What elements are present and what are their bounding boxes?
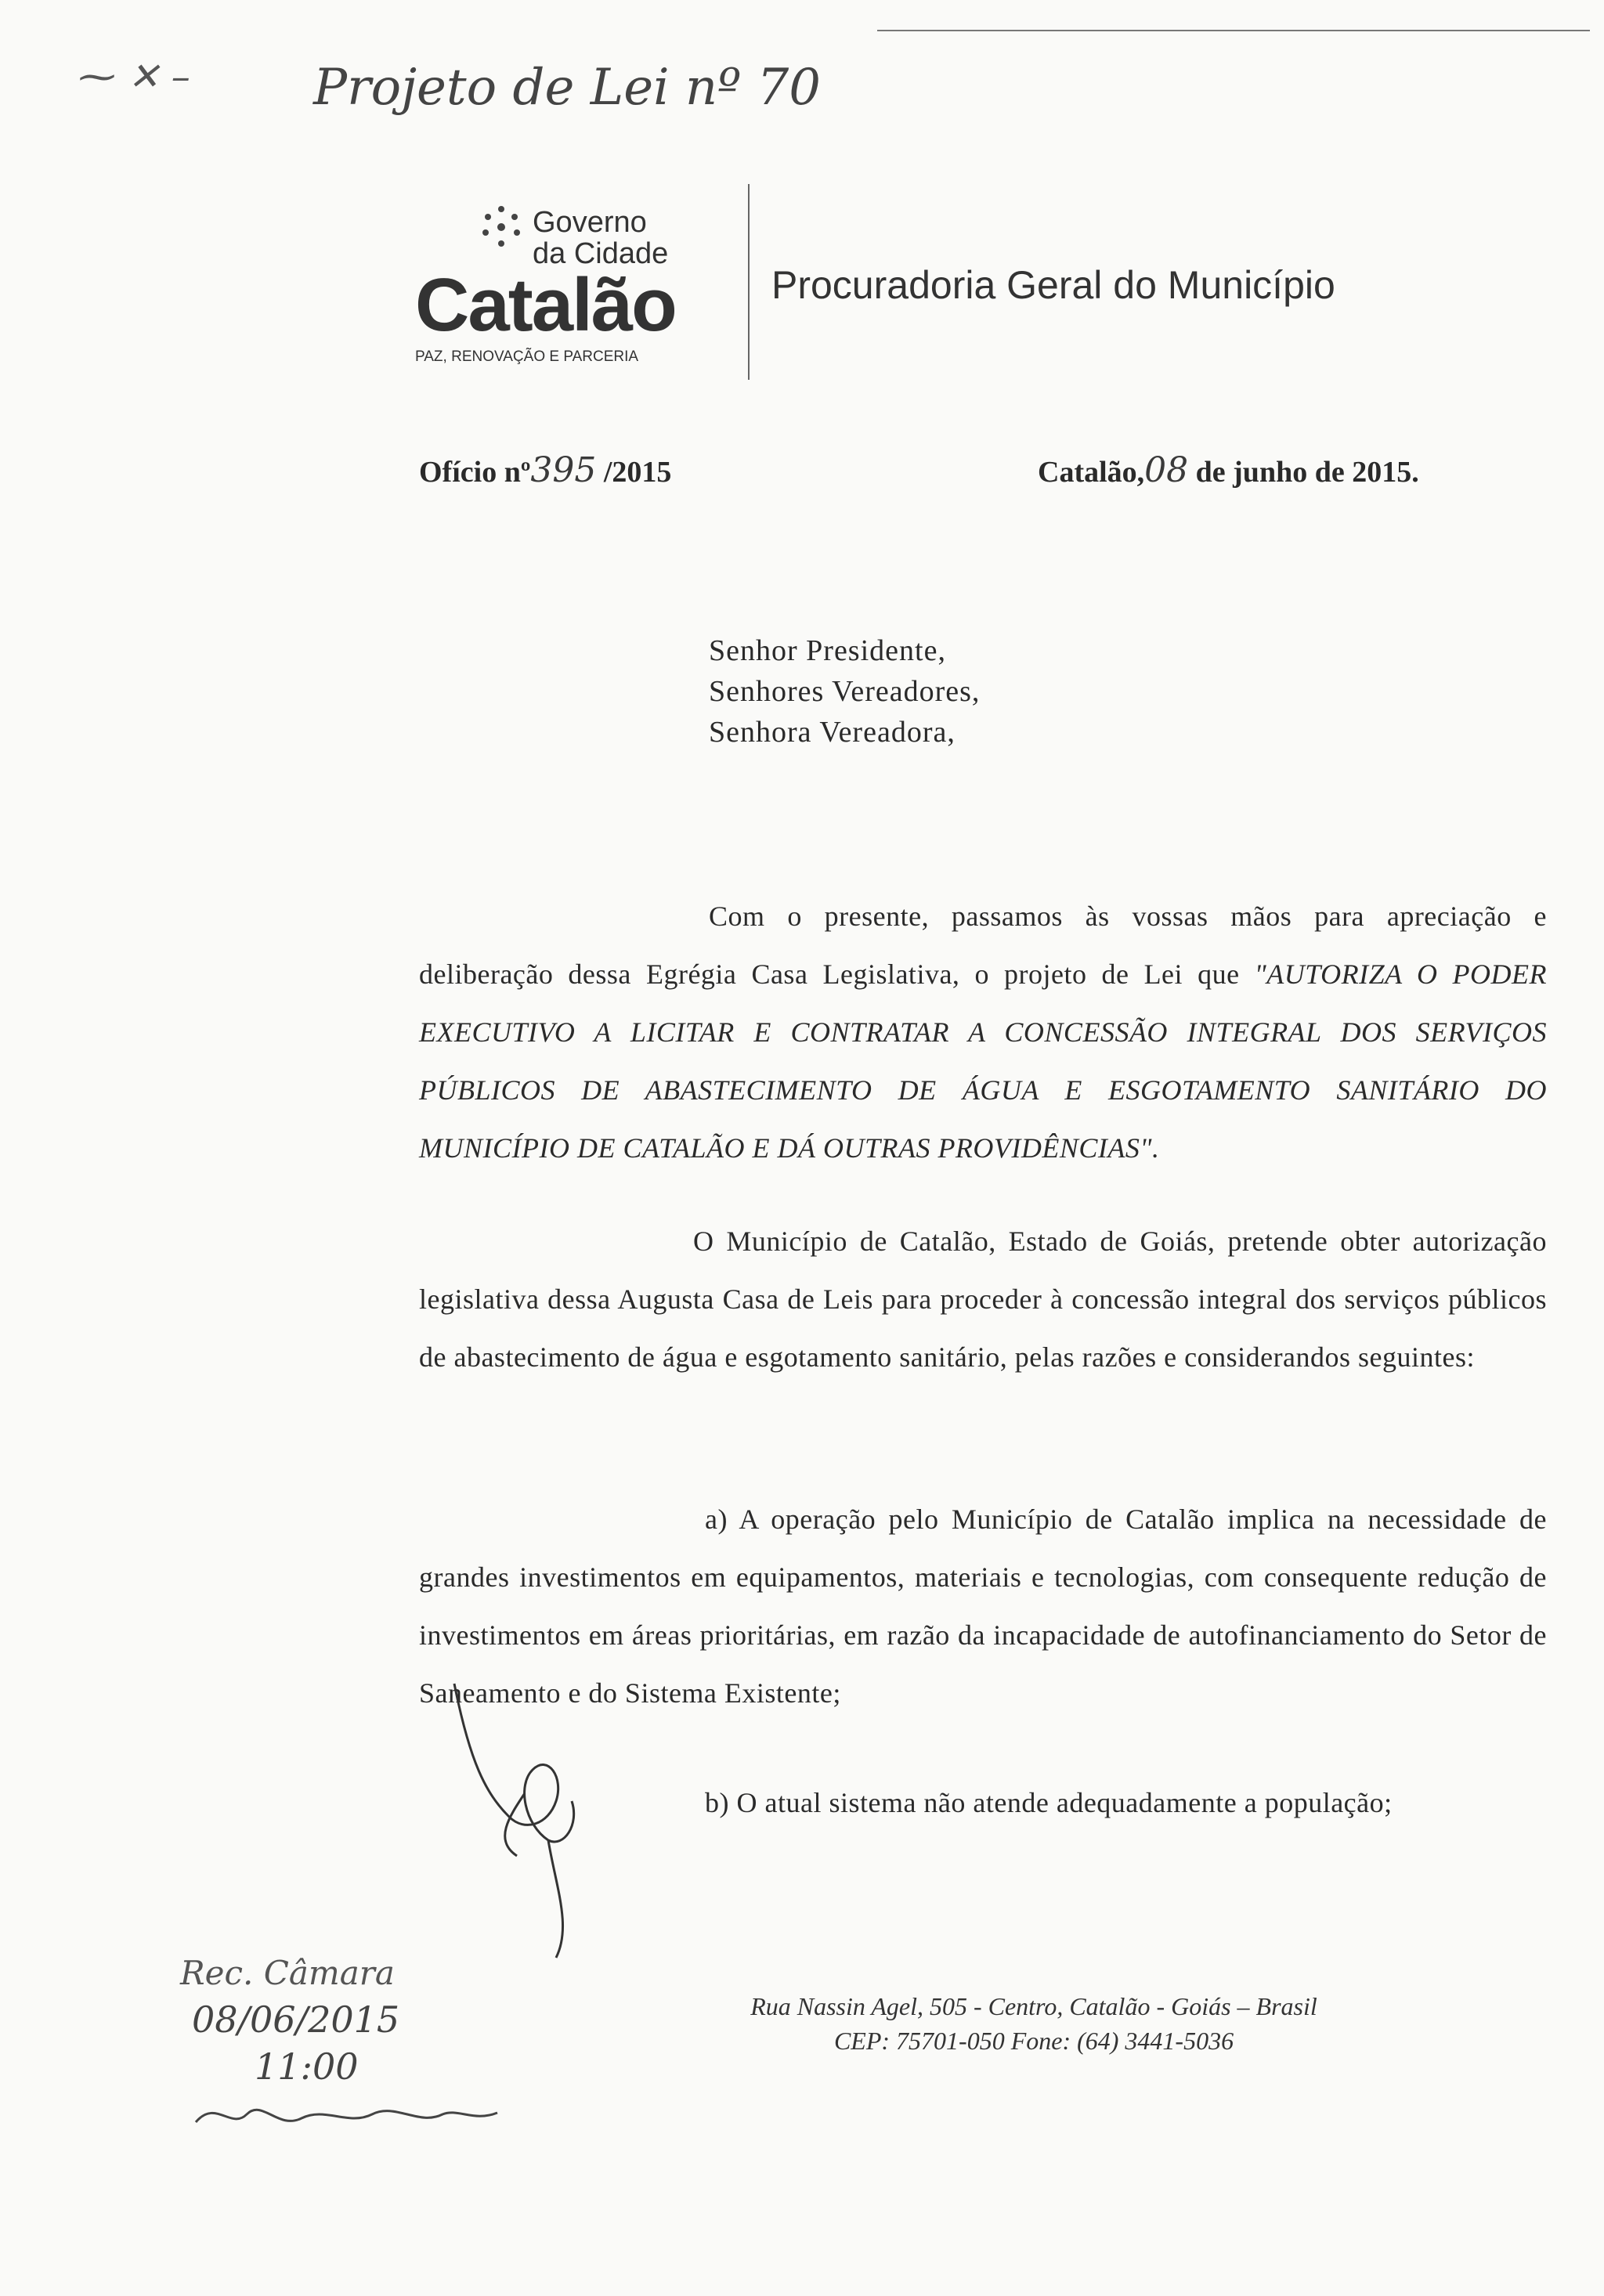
law-title-quote: "AUTORIZA O PODER EXECUTIVO A LICITAR E CONTRATAR A CONCESSÃO INTEGRAL DOS SERVIÇOS PÚBLICOS DE ABASTECIMENTO DE ÁGUA E ESGOTAMENTO SANITÁRIO DO MUNICÍPIO DE CATALÃO E DÁ OUTRAS PROVIDÊNCIAS". [419, 958, 1548, 1164]
header-title: Procuradoria Geral do Município [771, 263, 1335, 307]
receipt-scribble: Rec. Câmara [180, 1954, 395, 1992]
oficio-suffix: /2015 [596, 456, 672, 489]
logo-slogan: PAZ, RENOVAÇÃO E PARCERIA [415, 348, 639, 365]
signature [439, 1668, 611, 1966]
logo-line-governo: Governo [533, 206, 647, 239]
logo-catalao: Catalão [415, 263, 676, 347]
logo-line-da-cidade: da Cidade [533, 237, 669, 270]
salutation-line: Senhora Vereadora, [709, 716, 956, 749]
receipt-date: 08/06/2015 [192, 1998, 400, 2041]
salutation-line: Senhores Vereadores, [709, 675, 981, 708]
paragraph-municipio-text: O Município de Catalão, Estado de Goiás, pretende obter autorização legislativa dessa Augusta Casa de Leis para proceder à concessão integral dos serviços públicos de abastecimento de água e esgotamento sanitário, pelas razões e considerandos seguintes: [419, 1226, 1547, 1373]
footer-line-address: Rua Nassin Agel, 505 - Centro, Catalão - Goiás – Brasil [750, 1992, 1317, 2020]
footer-line-contact: CEP: 75701-050 Fone: (64) 3441-5036 [833, 2027, 1234, 2055]
star-emblem-icon [474, 200, 529, 255]
oficio-number [419, 450, 671, 490]
receipt-time: 11:00 [255, 2045, 359, 2088]
paragraph-intro [419, 887, 1547, 1177]
footer-address [674, 1989, 1394, 2058]
salutation-line: Senhor Presidente, [709, 634, 946, 667]
oficio-handwritten-number: 395 [530, 450, 597, 490]
handwritten-annotation: Projeto de Lei nº 70 [313, 59, 821, 117]
oficio-prefix: Ofício nº [419, 456, 531, 489]
catalao-logo [368, 200, 681, 380]
handwritten-scribble: ⁓ ✕ – [78, 55, 190, 99]
item-a-text: a) A operação pelo Município de Catalão implica na necessidade de grandes investimentos em equipamentos, materiais e tecnologias, com consequente redução de investimentos em áreas prioritárias, em razão da incapacidade de autofinanciamento do Setor de Saneamento e do Sistema Existente; [419, 1504, 1547, 1709]
document-date [1038, 450, 1419, 490]
header-divider [748, 184, 750, 380]
paragraph-intro-text: Com o presente, passamos às vossas mãos para apreciação e deliberação dessa Egrégia Casa Legislativa, o projeto de Lei que [419, 901, 1547, 990]
date-prefix: Catalão, [1038, 456, 1145, 489]
date-handwritten-day: 08 [1144, 450, 1189, 490]
item-b-text: b) O atual sistema não atende adequadamente a população; [705, 1787, 1393, 1818]
date-suffix: de junho de 2015. [1188, 456, 1419, 489]
receipt-signature [192, 2091, 505, 2146]
paragraph-municipio [419, 1212, 1547, 1386]
top-rule [877, 30, 1590, 31]
